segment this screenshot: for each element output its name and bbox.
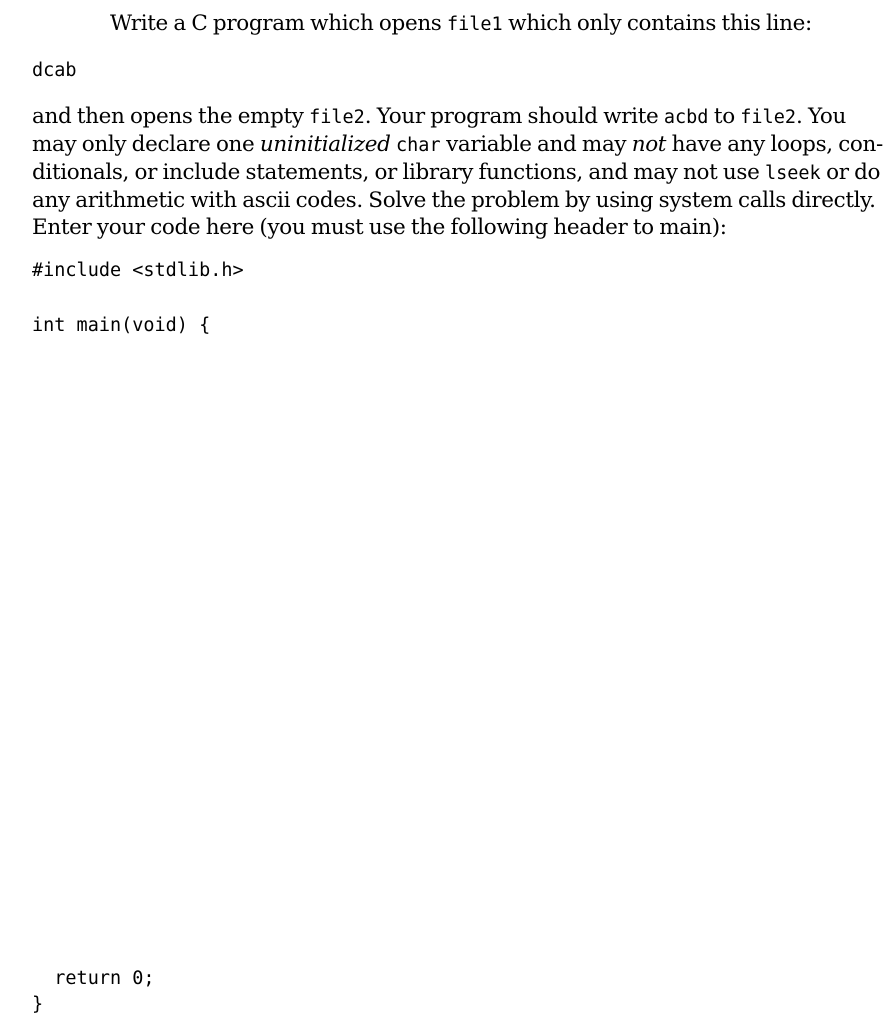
file1-contents: dcab <box>32 60 77 81</box>
char-keyword: char <box>396 135 441 156</box>
main-header: int main(void) { <box>32 315 211 336</box>
text-run: ditionals, or include statements, or library functions, and may not use <box>32 160 765 185</box>
closing-brace: } <box>32 994 44 1015</box>
intro-suffix: which only contains this line: <box>502 11 812 36</box>
include-directive: #include <stdlib.h> <box>32 260 244 281</box>
instructions-line-4: any arithmetic with ascii codes. Solve the problem by using system calls directly. <box>32 188 876 213</box>
instructions-line-3 <box>32 159 881 187</box>
emphasis-not: not <box>631 132 667 157</box>
instructions-line-2 <box>32 131 883 159</box>
text-run: variable and may <box>440 132 632 157</box>
text-run: have any loops, con- <box>666 132 883 157</box>
file2-name: file2 <box>740 107 796 128</box>
intro-line <box>110 9 812 40</box>
text-run: . You <box>795 104 847 129</box>
text-run: . Your program should write <box>364 104 664 129</box>
text-run: to <box>708 104 741 129</box>
return-statement: return 0; <box>32 968 155 989</box>
target-string: acbd <box>663 107 709 128</box>
text-run: may only declare one <box>32 132 260 157</box>
text-run: and then opens the empty <box>32 104 310 129</box>
instructions-paragraph <box>32 103 883 241</box>
emphasis-uninitialized: uninitialized <box>259 132 391 157</box>
instructions-line-5: Enter your code here (you must use the following header to main): <box>32 215 727 240</box>
instructions-line-1 <box>32 103 847 131</box>
intro-prefix: Write a C program which opens <box>110 11 447 36</box>
file1-name: file1 <box>446 14 503 35</box>
lseek-keyword: lseek <box>764 163 821 184</box>
text-run: or do <box>820 160 881 185</box>
file2-name: file2 <box>309 107 365 128</box>
